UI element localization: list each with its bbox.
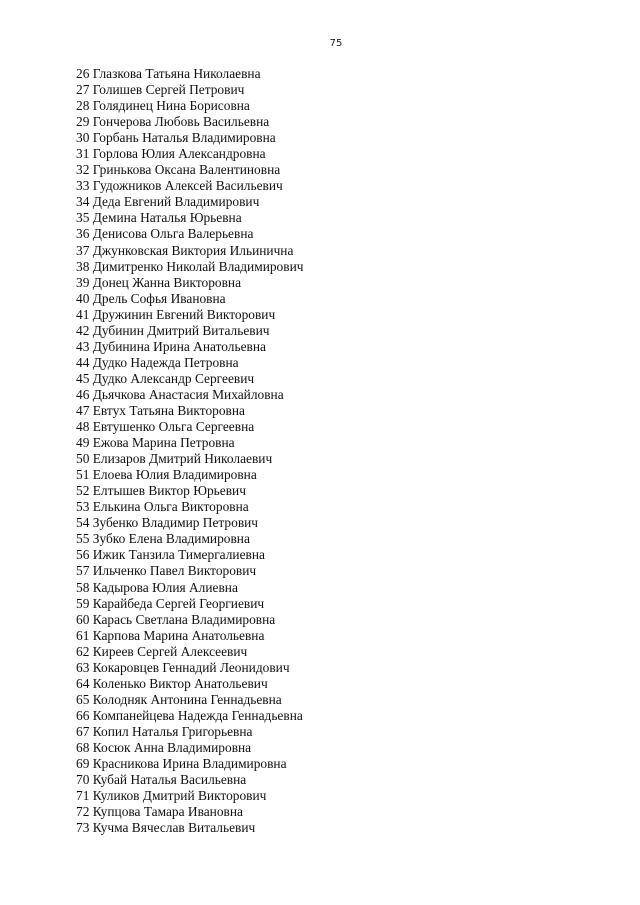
list-item: 66 Компанейцева Надежда Геннадьевна <box>76 707 303 723</box>
list-item: 39 Донец Жанна Викторовна <box>76 274 242 290</box>
list-item: 28 Голядинец Нина Борисовна <box>76 98 250 114</box>
list-item: 30 Горбань Наталья Владимировна <box>76 130 276 146</box>
list-item: 36 Денисова Ольга Валерьевна <box>76 226 254 242</box>
list-item: 38 Димитренко Николай Владимирович <box>76 258 304 274</box>
list-item: 62 Киреев Сергей Алексеевич <box>76 643 248 659</box>
list-item: 73 Кучма Вячеслав Витальевич <box>76 820 256 836</box>
list-item: 35 Демина Наталья Юрьевна <box>76 210 242 226</box>
list-item: 72 Купцова Тамара Ивановна <box>76 804 243 820</box>
list-item: 60 Карась Светлана Владимировна <box>76 611 276 627</box>
list-item: 48 Евтушенко Ольга Сергеевна <box>76 419 255 435</box>
list-item: 33 Гудожников Алексей Васильевич <box>76 178 283 194</box>
list-item: 54 Зубенко Владимир Петрович <box>76 515 259 531</box>
list-item: 69 Красникова Ирина Владимировна <box>76 756 287 772</box>
list-item: 71 Куликов Дмитрий Викторович <box>76 788 267 804</box>
list-item: 55 Зубко Елена Владимировна <box>76 531 250 547</box>
list-item: 32 Гринькова Оксана Валентиновна <box>76 162 281 178</box>
list-item: 46 Дьячкова Анастасия Михайловна <box>76 386 284 402</box>
list-item: 52 Елтышев Виктор Юрьевич <box>76 483 246 499</box>
list-item: 53 Елькина Ольга Викторовна <box>76 499 249 515</box>
name-list <box>76 66 303 836</box>
list-item: 50 Елизаров Дмитрий Николаевич <box>76 451 273 467</box>
list-item: 63 Кокаровцев Геннадий Леонидович <box>76 659 290 675</box>
list-item: 49 Ежова Марина Петровна <box>76 435 235 451</box>
list-item: 41 Дружинин Евгений Викторович <box>76 306 276 322</box>
list-item: 65 Колодняк Антонина Геннадьевна <box>76 691 282 707</box>
list-item: 58 Кадырова Юлия Алиевна <box>76 579 238 595</box>
list-item: 47 Евтух Татьяна Викторовна <box>76 402 245 418</box>
list-item: 40 Дрель Софья Ивановна <box>76 290 226 306</box>
list-item: 68 Косюк Анна Владимировна <box>76 739 252 755</box>
list-item: 70 Кубай Наталья Васильевна <box>76 772 247 788</box>
list-item: 42 Дубинин Дмитрий Витальевич <box>76 322 270 338</box>
list-item: 31 Горлова Юлия Александровна <box>76 146 266 162</box>
list-item: 45 Дудко Александр Сергеевич <box>76 370 255 386</box>
list-item: 67 Копил Наталья Григорьевна <box>76 723 253 739</box>
list-item: 57 Ильченко Павел Викторович <box>76 563 257 579</box>
list-item: 56 Ижик Танзила Тимергалиевна <box>76 547 265 563</box>
list-item: 37 Джунковская Виктория Ильинична <box>76 242 294 258</box>
list-item: 43 Дубинина Ирина Анатольевна <box>76 338 266 354</box>
list-item: 44 Дудко Надежда Петровна <box>76 354 239 370</box>
page-number: 75 <box>329 38 343 49</box>
list-item: 29 Гончерова Любовь Васильевна <box>76 114 270 130</box>
list-item: 51 Елоева Юлия Владимировна <box>76 467 257 483</box>
list-item: 64 Коленько Виктор Анатольевич <box>76 675 268 691</box>
list-item: 34 Деда Евгений Владимирович <box>76 194 260 210</box>
list-item: 61 Карпова Марина Анатольевна <box>76 627 265 643</box>
list-item: 26 Глазкова Татьяна Николаевна <box>76 66 261 81</box>
list-item: 59 Карайбеда Сергей Георгиевич <box>76 595 265 611</box>
list-item: 27 Голишев Сергей Петрович <box>76 82 245 98</box>
